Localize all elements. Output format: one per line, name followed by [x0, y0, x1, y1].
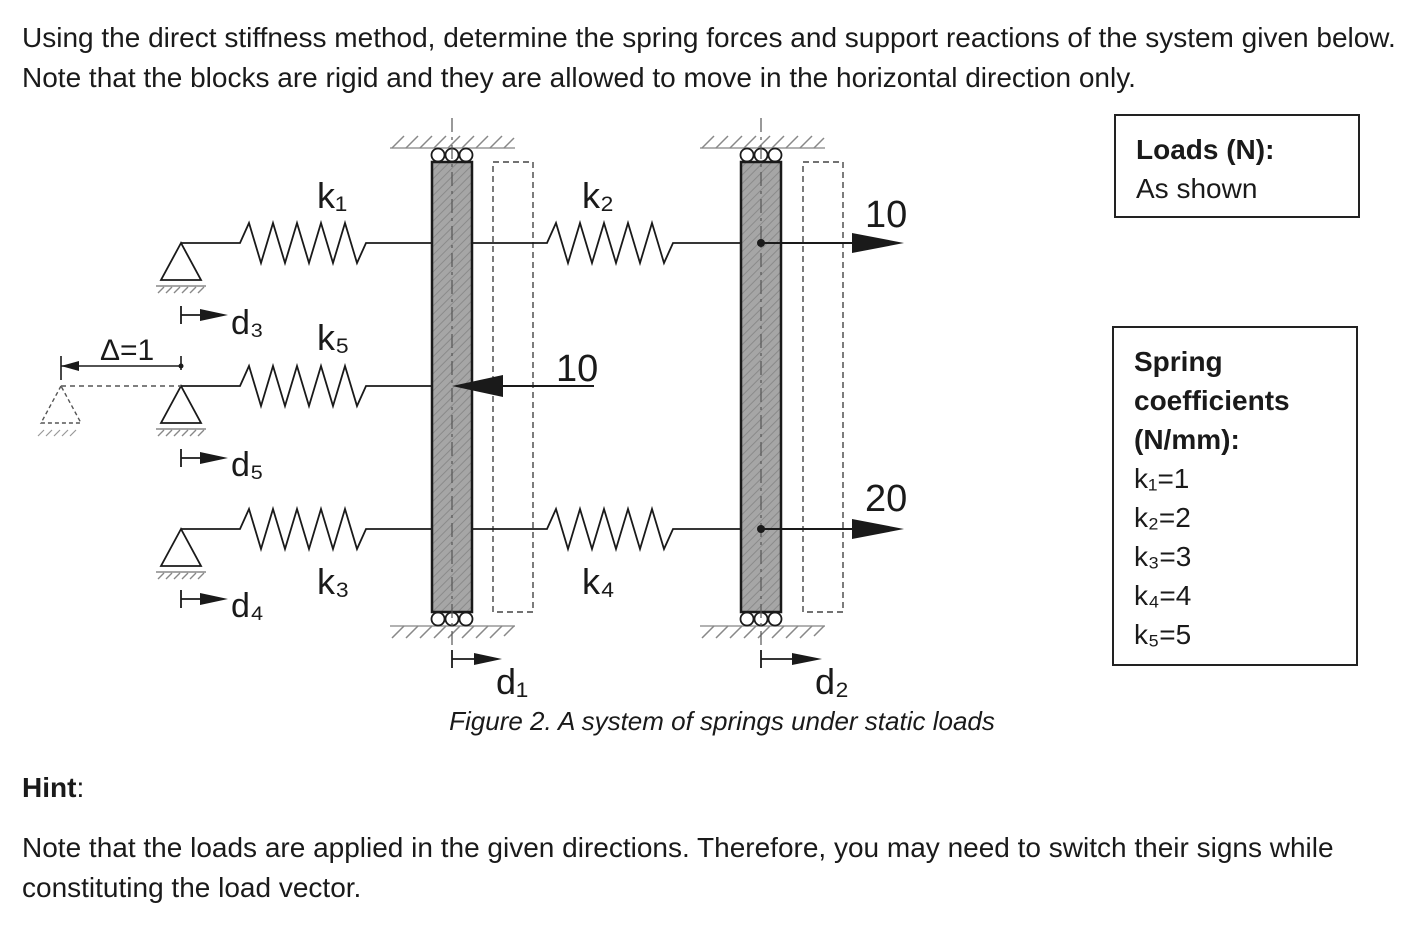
spring-item-k4: k₄=4 — [1134, 580, 1192, 611]
label-d3: d₃ — [231, 304, 264, 342]
label-k4: k₄ — [582, 561, 615, 602]
spring-coefficients-box — [1112, 326, 1358, 666]
label-d2: d₂ — [815, 661, 849, 700]
loads-box — [1114, 114, 1360, 218]
load-label-top-right: 10 — [865, 194, 908, 236]
loads-value: As shown — [1136, 173, 1258, 204]
delta-label: Δ=1 — [100, 334, 155, 367]
dof-arrow-d1 — [452, 650, 502, 668]
top-wall-2 — [700, 136, 825, 148]
spring-item-k3: k₃=3 — [1134, 541, 1192, 572]
label-k1: k₁ — [317, 175, 348, 216]
ghost-pin-support — [41, 386, 81, 423]
label-k5: k₅ — [317, 317, 350, 358]
pin-support-middle — [161, 386, 201, 423]
springs-title-line1: Spring — [1134, 346, 1223, 377]
bottom-wall-2 — [700, 626, 825, 638]
spring-item-k5: k₅=5 — [1134, 619, 1192, 650]
spring-k3 — [181, 509, 432, 549]
label-k3: k₃ — [317, 561, 350, 602]
pin-support-bottom — [161, 529, 201, 566]
spring-k5 — [181, 366, 432, 406]
label-d5: d₅ — [231, 446, 264, 484]
spring-k2 — [472, 223, 741, 263]
spring-item-k1: k₁=1 — [1134, 463, 1190, 494]
loads-title: Loads (N): — [1136, 134, 1275, 165]
spring-item-k2: k₂=2 — [1134, 502, 1191, 533]
spring-k4 — [472, 509, 741, 549]
ghost-pin-ground — [38, 430, 76, 436]
figure-caption: Figure 2. A system of springs under static loads — [449, 706, 995, 736]
hint-text: Note that the loads are applied in the given directions. Therefore, you may need to switch their signs while constituting the load vector. — [22, 832, 1334, 903]
label-d4: d₄ — [231, 587, 264, 625]
pin-support-top — [161, 243, 201, 280]
label-k2: k₂ — [582, 175, 614, 216]
problem-statement: Using the direct stiffness method, determine the spring forces and support reactions of the system given below. Note that the blocks are rigid and they are allowed to move in the horizontal direction only. — [22, 22, 1396, 93]
dof-arrow-d5 — [181, 449, 228, 467]
dof-arrow-d2 — [761, 650, 822, 668]
pin-ground-top — [156, 286, 206, 293]
load-label-middle-left: 10 — [556, 348, 599, 390]
hint-label-text: Hint — [22, 772, 77, 803]
hint-label — [22, 772, 84, 804]
label-d1: d₁ — [496, 661, 529, 700]
springs-title-line2: coefficients — [1134, 385, 1290, 416]
pin-ground-middle — [156, 429, 206, 436]
springs-title-line3: (N/mm): — [1134, 424, 1240, 455]
dof-arrow-d4 — [181, 590, 228, 608]
dof-arrow-d3 — [181, 306, 228, 324]
rigid-block-2 — [741, 118, 781, 650]
displaced-outline-block-2 — [803, 162, 843, 612]
pin-ground-bottom — [156, 572, 206, 579]
spring-k1 — [181, 223, 432, 263]
hint-colon: : — [76, 772, 85, 803]
load-label-bottom-right: 20 — [865, 478, 908, 520]
